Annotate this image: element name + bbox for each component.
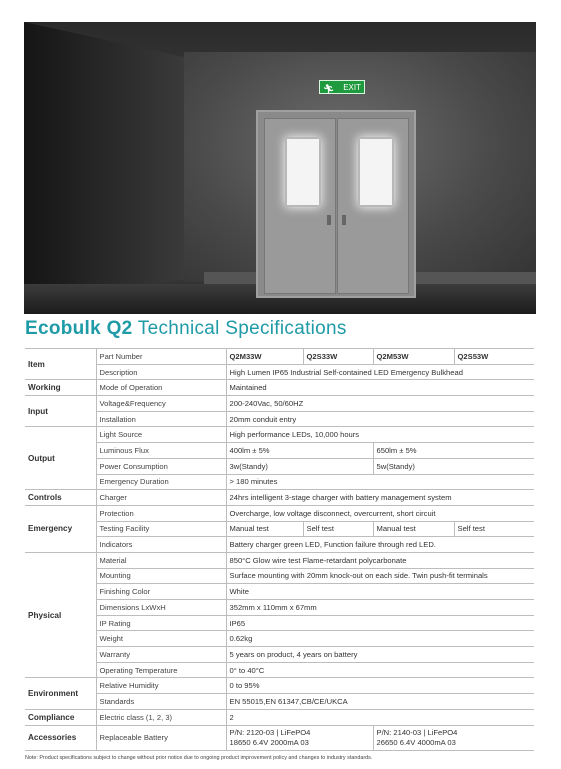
row-label: Relative Humidity <box>96 678 226 694</box>
row-label: Voltage&Frequency <box>96 396 226 412</box>
row-value: 24hrs intelligent 3-stage charger with battery management system <box>226 490 534 506</box>
row-label: Standards <box>96 694 226 710</box>
table-row <box>25 552 534 568</box>
table-row <box>25 600 534 616</box>
table-row <box>25 411 534 427</box>
category-label: Accessories <box>25 725 96 750</box>
model-cell: Q2S33W <box>303 349 373 365</box>
row-value: High performance LEDs, 10,000 hours <box>226 427 534 443</box>
battery-spec: 18650 6.4V 2000mA 03 <box>229 737 309 747</box>
row-label: Finishing Color <box>96 584 226 600</box>
row-value: Self test <box>454 521 534 537</box>
table-row <box>25 678 534 694</box>
category-label: Compliance <box>25 709 96 725</box>
row-label: Replaceable Battery <box>96 725 226 750</box>
table-row <box>25 474 534 490</box>
category-label: Environment <box>25 678 96 709</box>
row-value: 5 years on product, 4 years on battery <box>226 647 534 663</box>
row-label: Protection <box>96 505 226 521</box>
table-row <box>25 647 534 663</box>
row-value: 650lm ± 5% <box>373 443 534 459</box>
row-value: Manual test <box>373 521 454 537</box>
table-row <box>25 349 534 365</box>
row-value: 20mm conduit entry <box>226 411 534 427</box>
table-row <box>25 631 534 647</box>
row-value: 2 <box>226 709 534 725</box>
category-label: Controls <box>25 490 96 506</box>
battery-part: P/N: 2120-03 | LiFePO4 <box>229 728 311 737</box>
battery-spec: 26650 6.4V 4000mA 03 <box>376 737 456 747</box>
table-row <box>25 505 534 521</box>
row-value: EN 55015,EN 61347,CB/CE/UKCA <box>226 694 534 710</box>
row-value: 400lm ± 5% <box>226 443 373 459</box>
row-label: Operating Temperature <box>96 662 226 678</box>
row-label: Indicators <box>96 537 226 553</box>
row-value: 850°C Glow wire test Flame-retardant polycarbonate <box>226 552 534 568</box>
table-row <box>25 443 534 459</box>
table-row <box>25 725 534 750</box>
door-handle <box>327 215 331 225</box>
row-label: Description <box>96 364 226 380</box>
running-man-icon: 🏃︎ <box>323 84 335 94</box>
row-label: Weight <box>96 631 226 647</box>
row-label: Warranty <box>96 647 226 663</box>
spec-table <box>25 348 534 751</box>
row-value: Maintained <box>226 380 534 396</box>
exit-sign-text: EXIT <box>343 83 361 92</box>
table-row <box>25 490 534 506</box>
table-row <box>25 427 534 443</box>
category-label: Working <box>25 380 96 396</box>
row-value: Manual test <box>226 521 303 537</box>
category-label: Emergency <box>25 505 96 552</box>
table-row <box>25 380 534 396</box>
row-label: Charger <box>96 490 226 506</box>
row-value: Surface mounting with 20mm knock-out on each side. Twin push-fit terminals <box>226 568 534 584</box>
title-rest: Technical Specifications <box>137 318 347 339</box>
row-value: 0° to 40°C <box>226 662 534 678</box>
title-brand: Ecobulk Q2 <box>25 318 133 339</box>
row-value: 5w(Standy) <box>373 458 534 474</box>
table-row <box>25 458 534 474</box>
table-row <box>25 537 534 553</box>
row-label: Material <box>96 552 226 568</box>
table-row <box>25 709 534 725</box>
door-window <box>285 137 321 207</box>
row-value: Self test <box>303 521 373 537</box>
table-row <box>25 364 534 380</box>
hero-image <box>24 22 536 314</box>
row-label: Testing Facility <box>96 521 226 537</box>
door-left <box>264 118 336 294</box>
battery-cell <box>226 725 373 750</box>
row-value: 0.62kg <box>226 631 534 647</box>
row-value: High Lumen IP65 Industrial Self-contained LED Emergency Bulkhead <box>226 364 534 380</box>
row-label: IP Rating <box>96 615 226 631</box>
door-right <box>337 118 409 294</box>
category-label: Item <box>25 349 96 380</box>
door-window <box>358 137 394 207</box>
row-value: White <box>226 584 534 600</box>
row-value: Overcharge, low voltage disconnect, overcurrent, short circuit <box>226 505 534 521</box>
footnote: Note: Product specifications subject to change without prior notice due to ongoing product improvement policy and changes to industry standards. <box>25 755 373 761</box>
table-row <box>25 568 534 584</box>
category-label: Input <box>25 396 96 427</box>
row-label: Light Source <box>96 427 226 443</box>
model-cell: Q2M53W <box>373 349 454 365</box>
row-label: Part Number <box>96 349 226 365</box>
exit-sign <box>319 80 365 94</box>
page-title <box>25 318 347 340</box>
row-label: Dimensions LxWxH <box>96 600 226 616</box>
battery-part: P/N: 2140-03 | LiFePO4 <box>376 728 458 737</box>
model-cell: Q2M33W <box>226 349 303 365</box>
row-label: Mode of Operation <box>96 380 226 396</box>
row-label: Luminous Flux <box>96 443 226 459</box>
row-value: > 180 minutes <box>226 474 534 490</box>
table-row <box>25 521 534 537</box>
category-label: Physical <box>25 552 96 678</box>
battery-cell <box>373 725 534 750</box>
table-row <box>25 584 534 600</box>
model-cell: Q2S53W <box>454 349 534 365</box>
table-row <box>25 615 534 631</box>
row-value: IP65 <box>226 615 534 631</box>
corridor-left-wall <box>24 22 184 314</box>
row-value: 200-240Vac, 50/60HZ <box>226 396 534 412</box>
row-value: 0 to 95% <box>226 678 534 694</box>
row-label: Electric class (1, 2, 3) <box>96 709 226 725</box>
row-value: 352mm x 110mm x 67mm <box>226 600 534 616</box>
table-row <box>25 396 534 412</box>
row-value: 3w(Standy) <box>226 458 373 474</box>
row-value: Battery charger green LED, Function failure through red LED. <box>226 537 534 553</box>
double-door <box>256 110 416 298</box>
row-label: Power Consumption <box>96 458 226 474</box>
category-label: Output <box>25 427 96 490</box>
table-row <box>25 694 534 710</box>
row-label: Mounting <box>96 568 226 584</box>
door-handle <box>342 215 346 225</box>
table-row <box>25 662 534 678</box>
row-label: Installation <box>96 411 226 427</box>
row-label: Emergency Duration <box>96 474 226 490</box>
